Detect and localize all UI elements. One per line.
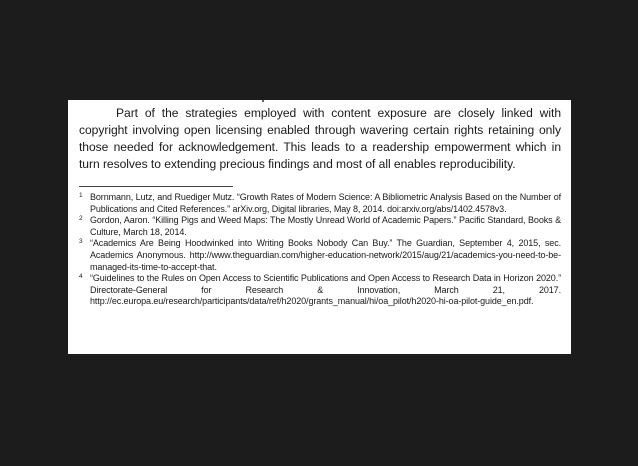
footnote-text: Gordon, Aaron. “Killing Pigs and Weed Maps: The Mostly Unread World of Academic Papers.” Pacific Standard, Books & Culture, March 18, 2014. [90,215,561,237]
document-page [68,100,571,354]
footnote-separator [79,186,233,187]
footnotes-list [79,192,561,308]
footnote [79,192,561,215]
footnote-number: 2 [79,215,83,223]
footnote-text: “Guidelines to the Rules on Open Access to Scientific Publications and Open Access to Research Data in Horizon 2020.” Directorate-General for Research & Innovation, March 21, 2017. http://ec.europa.eu/research/participants/data/ref/h2020/grants_manual/hi/oa_pilot/h2020-hi-oa-pilot-guide_en.pdf. [90,273,561,307]
footnote [79,238,561,273]
footnote [79,273,561,308]
footnote-number: 3 [79,238,83,246]
stray-mark [262,100,264,102]
footnote-number: 1 [79,192,83,199]
body-paragraph: Part of the strategies employed with content exposure are closely linked with copyright involving open licensing enabled through wavering certain rights retaining only those needed for acknowledgement. This leads to a readership empowerment which in turn resolves to extending precious findings and most of all enables reproducibility. [79,106,561,171]
footnote [79,215,561,238]
footnote-text: “Academics Are Being Hoodwinked into Writing Books Nobody Can Buy.” The Guardian, September 4, 2015, sec. Academics Anonymous. http://www.theguardian.com/higher-education-network/2015/aug/21/academics-you-need-to-be-managed-its-time-to-accept-that. [90,238,561,272]
footnote-text: Bornmann, Lutz, and Ruediger Mutz. “Growth Rates of Modern Science: A Bibliometric Analysis Based on the Number of Publications and Cited References.” arXiv.org, Digital libraries, May 8, 2014. doi:arxiv.org/abs/1402.4578v3. [90,192,561,214]
footnote-number: 4 [79,273,83,281]
